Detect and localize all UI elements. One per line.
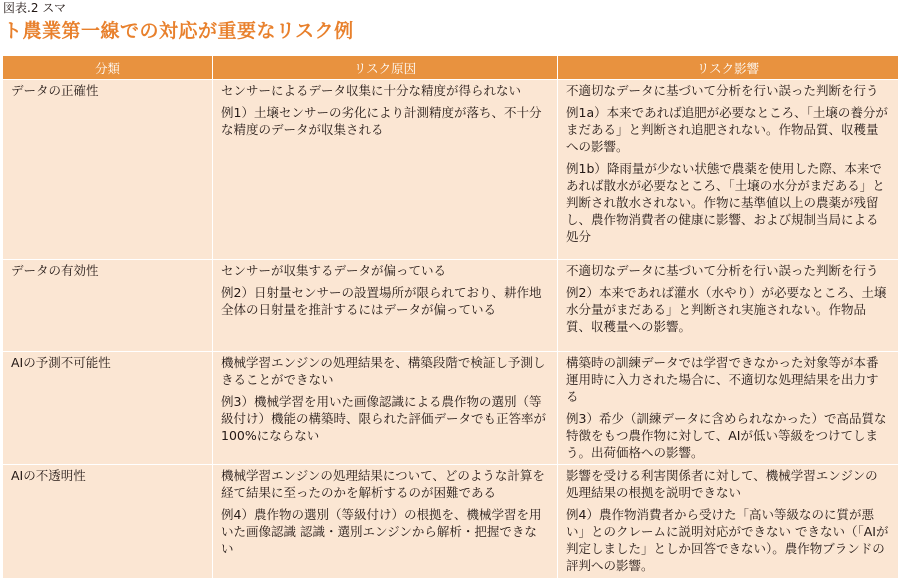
- cause-example: 例4）農作物の選別（等級付け）の根拠を、機械学習を用いた画像認識 認識・選別エンジンから解析・把握できない: [221, 507, 542, 556]
- impact-example: 例2）本来であれば灌水（水やり）が必要なところ、土壌水分量がまだある」と判断され実施されない。作物品質、収穫量への影響。: [566, 285, 887, 334]
- table-row: [3, 352, 899, 465]
- impact-cell: [558, 260, 899, 352]
- cause-cell: [213, 80, 558, 260]
- impact-text: 不適切なデータに基づいて分析を行い誤った判断を行う: [566, 263, 879, 278]
- impact-example: 例1b）降雨量が少ない状態で農薬を使用した際、本来であれば散水が必要なところ、「土壌の水分がまだある」と判断され散水されない。作物に基準値以上の農薬が残留し、農作物消費者の健康に影響、および規制当局による処分: [566, 161, 885, 244]
- impact-cell: [558, 465, 899, 579]
- impact-text: 影響を受ける利害関係者に対して、機械学習エンジンの処理結果の根拠を説明できない: [566, 468, 878, 500]
- table-row: [3, 260, 899, 352]
- impact-example: 例3）希少（訓練データに含められなかった）で高品質な特徴をもつ農作物に対して、AIが低い等級をつけてしまう。出荷価格への影響。: [566, 411, 887, 460]
- cause-example: 例3）機械学習を用いた画像認識による農作物の選別（等級付け）機能の構築時、限られた評価データでも正答率が100%にならない: [221, 394, 547, 443]
- header-impact: リスク影響: [558, 56, 899, 80]
- page-title: ト農業第一線での対応が重要なリスク例: [3, 20, 354, 42]
- category-text: データの正確性: [11, 83, 99, 98]
- impact-cell: [558, 352, 899, 465]
- category-cell: [3, 260, 213, 352]
- cause-text: センサーが収集するデータが偏っている: [221, 263, 447, 278]
- impact-text: 不適切なデータに基づいて分析を行い誤った判断を行う: [566, 83, 879, 98]
- header-row: [3, 56, 899, 80]
- cause-text: 機械学習エンジンの処理結果について、どのような計算を経て結果に至ったのかを解析するのが困難である: [221, 468, 545, 500]
- cause-example: 例2）日射量センサーの設置場所が限られており、耕作地全体の日射量を推計するにはデータが偏っている: [221, 285, 542, 317]
- category-cell: [3, 465, 213, 579]
- cause-example: 例1）土壌センサーの劣化により計測精度が落ち、不十分な精度のデータが収集される: [221, 105, 542, 137]
- table-row: [3, 80, 899, 260]
- figure-caption: 図表.2 スマ: [3, 1, 67, 15]
- table-row: [3, 465, 899, 579]
- impact-example: 例4）農作物消費者から受けた「高い等級なのに質が悪い」とのクレームに説明対応ができない できない（「AIが判定しました」としか回答できない）。農作物ブランドの評判への影響。: [566, 507, 889, 573]
- category-text: データの有効性: [11, 263, 99, 278]
- cause-text: センサーによるデータ収集に十分な精度が得られない: [221, 83, 522, 98]
- cause-cell: [213, 260, 558, 352]
- category-text: AIの不透明性: [11, 468, 86, 483]
- impact-cell: [558, 80, 899, 260]
- category-cell: [3, 80, 213, 260]
- cause-cell: [213, 465, 558, 579]
- risk-table: [2, 55, 899, 579]
- header-category: 分類: [3, 56, 213, 80]
- category-text: AIの予測不可能性: [11, 355, 111, 370]
- category-cell: [3, 352, 213, 465]
- impact-text: 構築時の訓練データでは学習できなかった対象等が本番運用時に入力された場合に、不適切な処理結果を出力する: [566, 355, 879, 404]
- cause-cell: [213, 352, 558, 465]
- impact-example: 例1a）本来であれば追肥が必要なところ、「土壌の養分がまだある」と判断され追肥されない。作物品質、収穫量への影響。: [566, 105, 888, 154]
- cause-text: 機械学習エンジンの処理結果を、構築段階で検証し予測しきることができない: [221, 355, 546, 387]
- header-cause: リスク原因: [213, 56, 558, 80]
